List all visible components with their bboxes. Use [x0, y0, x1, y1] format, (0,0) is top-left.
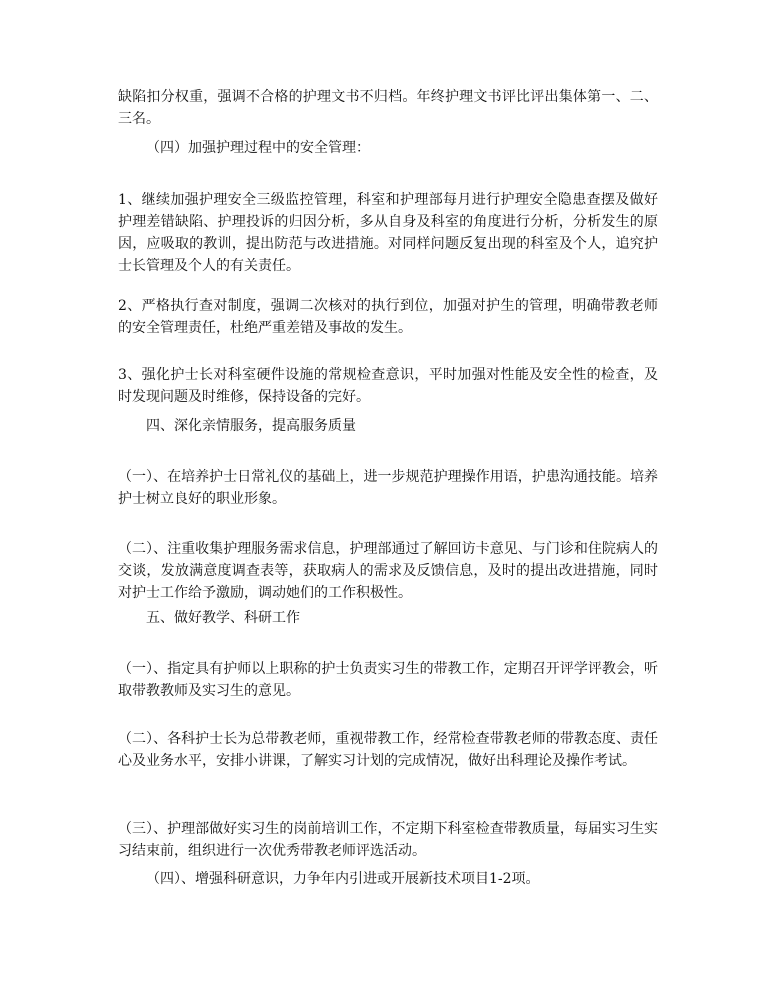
- paragraph-service-item-1: （一）、在培养护士日常礼仪的基础上，进一步规范护理操作用语，护患沟通技能。培养护士树立良好的职业形象。: [118, 469, 658, 507]
- paragraph-teaching-item-3: （三）、护理部做好实习生的岗前培训工作，不定期下科室检查带教质量，每届实习生实习结束前，组织进行一次优秀带教老师评选活动。: [118, 821, 658, 859]
- paragraph-safety-item-2: 2、严格执行查对制度，强调二次核对的执行到位，加强对护生的管理，明确带教老师的安全管理责任，杜绝严重差错及事故的发生。: [118, 298, 658, 336]
- paragraph-research-item-4: （四）、增强科研意识，力争年内引进或开展新技术项目1-2项。: [146, 871, 540, 887]
- heading-teaching-research: 五、做好教学、科研工作: [146, 610, 300, 626]
- paragraph-teaching-item-2: （二）、各科护士长为总带教老师，重视带教工作，经常检查带教老师的带教态度、责任心及业务水平，安排小讲课，了解实习计划的完成情况，做好出科理论及操作考试。: [118, 731, 658, 769]
- paragraph-safety-item-3: 3、强化护士长对科室硬件设施的常规检查意识，平时加强对性能及安全性的检查，及时发现问题及时维修，保持设备的完好。: [118, 367, 658, 405]
- paragraph-nursing-documents: 缺陷扣分权重，强调不合格的护理文书不归档。年终护理文书评比评出集体第一、二、三名。: [118, 89, 658, 127]
- heading-service-quality: 四、深化亲情服务，提高服务质量: [146, 418, 356, 434]
- heading-safety-management: （四）加强护理过程中的安全管理：: [146, 140, 370, 156]
- paragraph-service-item-2: （二）、注重收集护理服务需求信息，护理部通过了解回访卡意见、与门诊和住院病人的交谈，发放满意度调查表等，获取病人的需求及反馈信息，及时的提出改进措施，同时对护士工作给予激励，调动她们的工作积极性。: [118, 541, 658, 601]
- paragraph-safety-item-1: 1、继续加强护理安全三级监控管理，科室和护理部每月进行护理安全隐患查摆及做好护理差错缺陷、护理投诉的归因分析，多从自身及科室的角度进行分析，分析发生的原因，应吸取的教训，提出防范与改进措施。对同样问题反复出现的科室及个人，追究护士长管理及个人的有关责任。: [118, 192, 658, 274]
- paragraph-teaching-item-1: （一）、指定具有护师以上职称的护士负责实习生的带教工作，定期召开评学评教会，听取带教教师及实习生的意见。: [118, 661, 658, 699]
